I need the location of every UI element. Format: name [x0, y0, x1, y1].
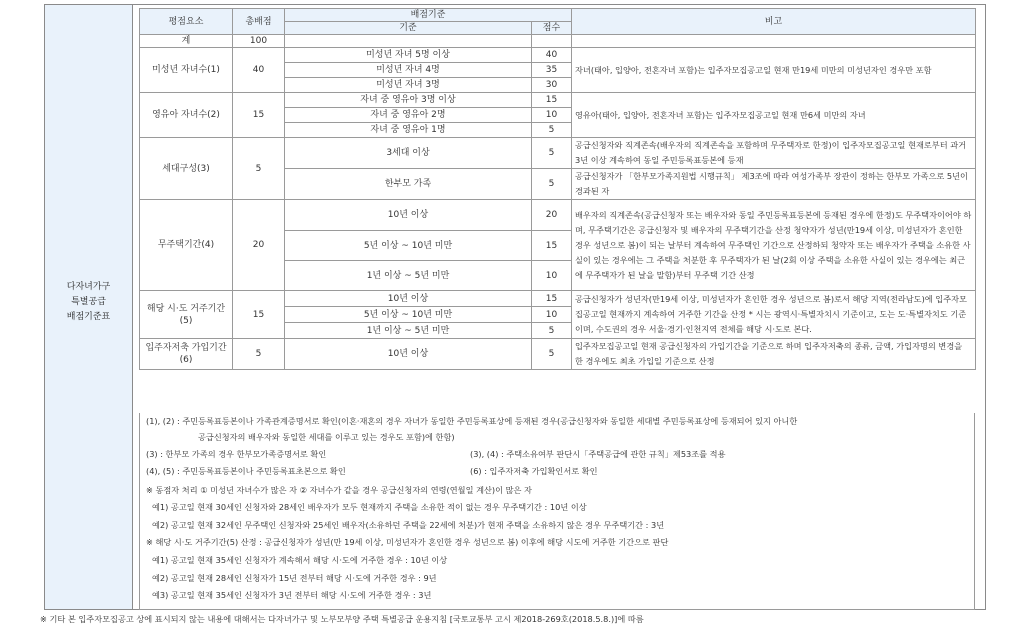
criteria-cell: 5년 이상 ~ 10년 미만 — [285, 307, 532, 323]
note-line: (1), (2) : 주민등록표등본이나 가족관계증명서로 확인(이혼·재혼의 경우 자녀가 동일한 주민등록표상에 등재된 경우(공급신청자와 동일한 세대별 주민등록표상에 등재되어 있지 아니한 — [146, 416, 798, 426]
note-line: 공급신청자의 배우자와 동일한 세대를 이루고 있는 경우도 포함)에 한함) — [198, 432, 455, 442]
criteria-cell: 5년 이상 ~ 10년 미만 — [285, 231, 532, 261]
score-cell: 15 — [532, 291, 572, 307]
row-label: 무주택기간(4) — [140, 200, 233, 291]
score-cell: 40 — [532, 48, 572, 63]
header-item: 평점요소 — [140, 9, 233, 35]
row-total: 20 — [233, 200, 285, 291]
remark-cell: 입주자모집공고일 현재 공급신청자의 가입기간을 기준으로 하며 입주자저축의 종류, 금액, 가입자명의 변경을 한 경우에도 최초 가입일 기준으로 산정 — [572, 339, 976, 370]
note-line: (6) : 입주자저축 가입확인서로 확인 — [470, 466, 598, 476]
note-line: (4), (5) : 주민등록표등본이나 주민등록표초본으로 확인 — [146, 466, 346, 476]
row-total: 40 — [233, 48, 285, 93]
score-cell: 5 — [532, 138, 572, 169]
note-line: ※ 동점자 처리 ① 미성년 자녀수가 많은 자 ② 자녀수가 같을 경우 공급신청자의 연령(연월일 계산)이 많은 자 — [146, 485, 532, 495]
criteria-cell: 자녀 중 영유아 2명 — [285, 108, 532, 123]
total-label: 계 — [140, 35, 233, 48]
row-total: 15 — [233, 93, 285, 138]
header-total: 총배점 — [233, 9, 285, 35]
note-line: ※ 해당 시·도 거주기간(5) 산정 : 공급신청자가 성년(만 19세 이상, 미성년자가 혼인한 경우 성년으로 봄) 이후에 해당 시도에 거주한 기간으로 판단 — [146, 537, 669, 547]
side-label-column — [44, 4, 133, 610]
score-cell: 10 — [532, 108, 572, 123]
remark-cell: 공급신청자가 성년자(만19세 이상, 미성년자가 혼인한 경우 성년으로 봄)로서 해당 지역(전라남도)에 입주자모집공고일 현재까지 계속하여 거주한 기간을 산정 * 시는 광역시·특별자치시 기준이고, 도는 도·특별자치도 기준이며, 수도권의 경우 서울·경기·인천지역 전체를 해당 시·도로 본다. — [572, 291, 976, 339]
score-cell: 5 — [532, 123, 572, 138]
criteria-cell: 10년 이상 — [285, 291, 532, 307]
row-label: 해당 시·도 거주기간(5) — [140, 291, 233, 339]
table-cell — [572, 35, 976, 48]
row-total: 15 — [233, 291, 285, 339]
side-label-line: 특별공급 — [71, 297, 106, 307]
criteria-cell: 미성년 자녀 4명 — [285, 63, 532, 78]
score-cell: 10 — [532, 307, 572, 323]
criteria-cell: 자녀 중 영유아 3명 이상 — [285, 93, 532, 108]
note-line: (3), (4) : 주택소유여부 판단시「주택공급에 관한 규칙」제53조를 적용 — [470, 449, 726, 459]
criteria-cell: 10년 이상 — [285, 200, 532, 231]
row-label: 입주자저축 가입기간(6) — [140, 339, 233, 370]
score-cell: 15 — [532, 93, 572, 108]
criteria-cell: 자녀 중 영유아 1명 — [285, 123, 532, 138]
side-label-line: 배점기준표 — [66, 312, 111, 322]
side-label — [45, 280, 132, 325]
remark-cell: 공급신청자와 직계존속(배우자의 직계존속을 포함하며 무주택자로 한정)이 입주자모집공고일 현재로부터 과거 3년 이상 계속하여 동일 주민등록표등본에 등재 — [572, 138, 976, 169]
criteria-cell: 한부모 가족 — [285, 169, 532, 200]
row-label: 세대구성(3) — [140, 138, 233, 200]
note-line: 예1) 공고일 현재 30세인 신청자와 28세인 배우자가 모두 현재까지 주택을 소유한 적이 없는 경우 무주택기간 : 10년 이상 — [152, 502, 587, 512]
notes-section — [139, 413, 975, 610]
header-remarks: 비고 — [572, 9, 976, 35]
row-label: 미성년 자녀수(1) — [140, 48, 233, 93]
score-cell: 15 — [532, 231, 572, 261]
note-line: 예2) 공고일 현재 28세인 신청자가 15년 전부터 해당 시·도에 거주한 경우 : 9년 — [152, 573, 437, 583]
remark-cell: 영유아(태아, 입양아, 전혼자녀 포함)는 입주자모집공고일 현재 만6세 미만의 자녀 — [572, 93, 976, 138]
note-line: 예3) 공고일 현재 35세인 신청자가 3년 전부터 해당 시·도에 거주한 경우 : 3년 — [152, 590, 432, 600]
note-line: 예1) 공고일 현재 35세인 신청자가 계속해서 해당 시·도에 거주한 경우 : 10년 이상 — [152, 555, 448, 565]
row-label: 영유아 자녀수(2) — [140, 93, 233, 138]
note-line: (3) : 한부모 가족의 경우 한부모가족증명서로 확인 — [146, 449, 327, 459]
criteria-cell: 10년 이상 — [285, 339, 532, 370]
row-total: 5 — [233, 138, 285, 200]
footer-note: ※ 기타 본 입주자모집공고 상에 표시되지 않는 내용에 대해서는 다자녀가구 및 노부모부양 주택 특별공급 운용지침 [국토교통부 고시 제2018-269호(2018.5.8.)]에 따름 — [40, 614, 644, 624]
side-label-line: 다자녀가구 — [66, 282, 111, 292]
score-cell: 20 — [532, 200, 572, 231]
table-cell — [285, 35, 532, 48]
score-cell: 35 — [532, 63, 572, 78]
criteria-cell: 1년 이상 ~ 5년 미만 — [285, 261, 532, 291]
score-cell: 5 — [532, 323, 572, 339]
score-cell: 5 — [532, 339, 572, 370]
criteria-cell: 미성년 자녀 3명 — [285, 78, 532, 93]
score-cell: 10 — [532, 261, 572, 291]
score-table — [139, 8, 976, 370]
criteria-cell: 미성년 자녀 5명 이상 — [285, 48, 532, 63]
header-criteria-sub: 기준 — [285, 22, 532, 35]
criteria-cell: 3세대 이상 — [285, 138, 532, 169]
header-criteria: 배점기준 — [285, 9, 572, 22]
note-line: 예2) 공고일 현재 32세인 무주택인 신청자와 25세인 배우자(소유하던 주택을 22세에 처분)가 현재 주택을 소유하지 않은 경우 무주택기간 : 3년 — [152, 520, 665, 530]
score-cell: 30 — [532, 78, 572, 93]
remark-cell: 자녀(태아, 입양아, 전혼자녀 포함)는 입주자모집공고일 현재 만19세 미만의 미성년자인 경우만 포함 — [572, 48, 976, 93]
criteria-cell: 1년 이상 ~ 5년 미만 — [285, 323, 532, 339]
total-value: 100 — [233, 35, 285, 48]
header-score: 점수 — [532, 22, 572, 35]
table-cell — [532, 35, 572, 48]
remark-cell: 배우자의 직계존속(공급신청자 또는 배우자와 동일 주민등록표등본에 등재된 경우에 한정)도 무주택자이어야 하며, 무주택기간은 공급신청자 및 배우자의 무주택기간을 산정 청약자가 성년(만19세 이상, 미성년자가 혼인한 경우 성년으로 봄)이 되는 날부터 계속하여 무주택인 기간으로 산정하되 청약자 또는 배우자가 주택을 소유한 사실이 있는 경우에는 그 주택을 처분한 후 무주택자가 된 날(2회 이상 주택을 소유한 사실이 있는 경우에는 최근에 무주택자가 된 날을 말함)부터 무주택 기간 산정 — [572, 200, 976, 291]
row-total: 5 — [233, 339, 285, 370]
score-cell: 5 — [532, 169, 572, 200]
remark-cell: 공급신청자가 「한부모가족지원법 시행규칙」 제3조에 따라 여성가족부 장관이 정하는 한부모 가족으로 5년이 경과된 자 — [572, 169, 976, 200]
